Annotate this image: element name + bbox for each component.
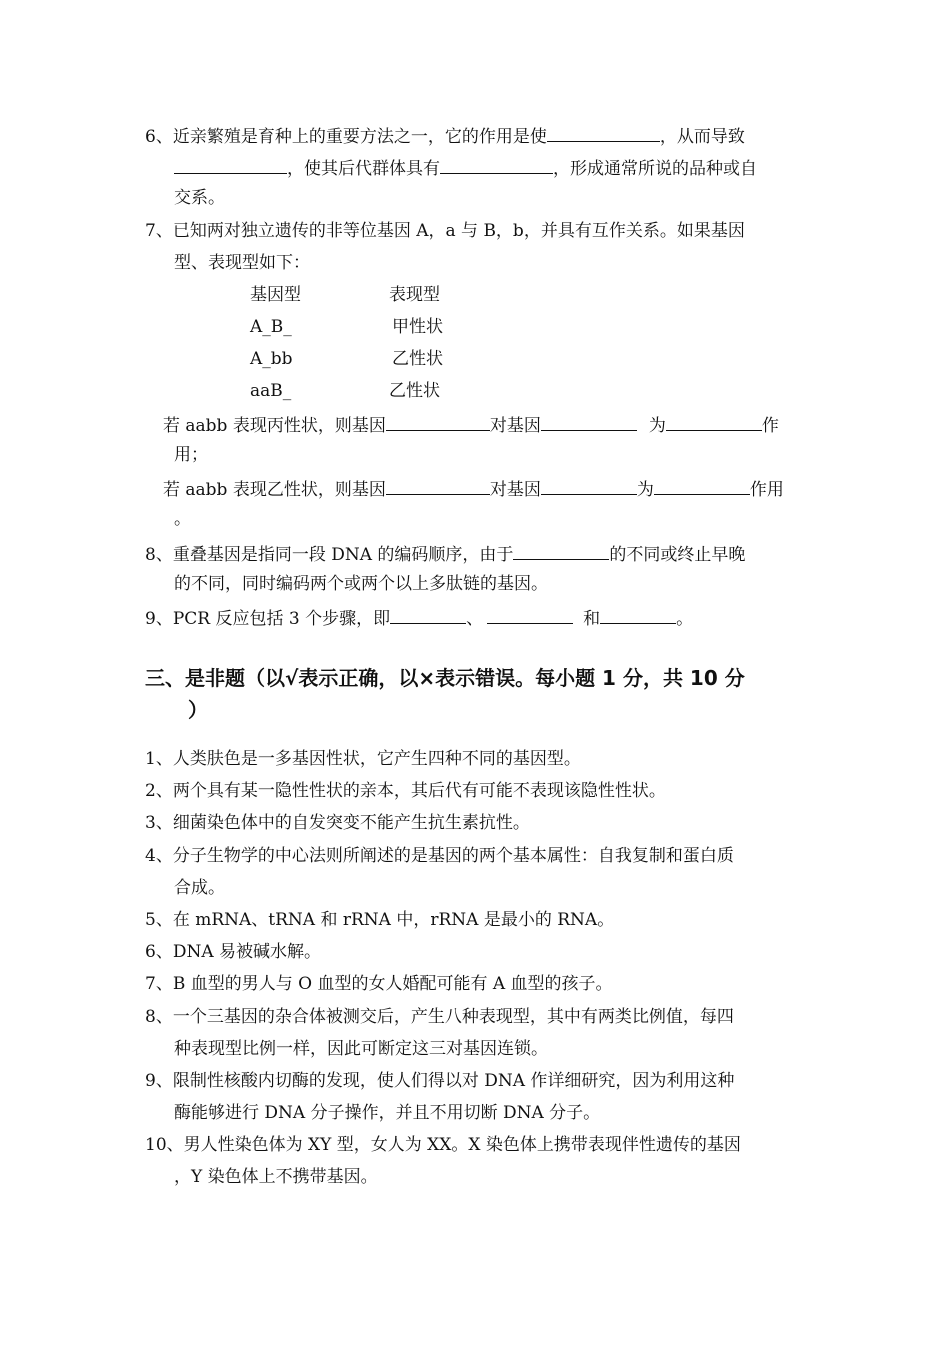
q7-case1-text-d: 作: [761, 416, 779, 436]
tf-item-9: 9、限制性核酸内切酶的发现，使人们得以对 DNA 作详细研究，因为利用这种: [145, 1071, 735, 1091]
q9-text-d: 。: [676, 609, 694, 629]
q7-case2-line: [163, 476, 813, 501]
q7-case2-line2: 。: [174, 509, 191, 529]
q7-table-genotype: A_bb: [250, 349, 293, 369]
q7-case1-line: [163, 412, 813, 437]
q9-blank-3[interactable]: [600, 605, 676, 624]
q7-table-phenotype: 乙性状: [392, 349, 443, 369]
q6-blank-3[interactable]: [440, 155, 553, 174]
tf-item-4: 4、分子生物学的中心法则所阐述的是基因的两个基本属性：自我复制和蛋白质: [145, 846, 734, 866]
q7-table-genotype: aaB_: [250, 381, 292, 401]
tf-item-8-cont: 种表现型比例一样，因此可断定这三对基因连锁。: [174, 1039, 548, 1059]
tf-item-9-cont: 酶能够进行 DNA 分子操作，并且不用切断 DNA 分子。: [174, 1103, 601, 1123]
q6-line2: [145, 155, 810, 180]
q6-text-1: 6、近亲繁殖是育种上的重要方法之一，它的作用是使: [145, 127, 547, 147]
q9-blank-1[interactable]: [390, 605, 466, 624]
q8-line1: [145, 541, 810, 566]
q9-text-a: 9、PCR 反应包括 3 个步骤，即: [145, 609, 391, 629]
q7-case1-blank-3[interactable]: [666, 412, 762, 431]
q6-text-3: ，使其后代群体具有: [287, 159, 440, 179]
q7-case2-blank-1[interactable]: [386, 476, 490, 495]
q7-table-header-genotype: 基因型: [250, 285, 301, 305]
q7-case2-blank-3[interactable]: [654, 476, 750, 495]
q6-text-4: ，形成通常所说的品种或自: [553, 159, 757, 179]
tf-item-1: 1、人类肤色是一多基因性状，它产生四种不同的基因型。: [145, 749, 581, 769]
q7-case1-line2: 用；: [174, 445, 208, 465]
q7-case2-text-c: 为: [636, 480, 654, 500]
q9-text-c: 和: [583, 609, 601, 629]
q9-line: [145, 605, 810, 630]
q8-line2: 的不同，同时编码两个或两个以上多肽链的基因。: [174, 574, 548, 594]
q6-line3: 交系。: [174, 188, 225, 208]
q7-case2-text-d: 作用: [749, 480, 784, 500]
section3-heading: 三、是非题（以√表示正确，以×表示错误。每小题 1 分，共 10 分: [145, 666, 745, 690]
q7-table-header-phenotype: 表现型: [389, 285, 440, 305]
q7-table-genotype: A_B_: [250, 317, 292, 337]
q9-blank-2[interactable]: [487, 605, 573, 624]
q7-case1-blank-1[interactable]: [386, 412, 490, 431]
q7-case1-text-b: 对基因: [489, 416, 541, 436]
q6-line1: [145, 123, 810, 148]
q6-blank-1[interactable]: [547, 123, 660, 142]
q7-case1-text-c: 为: [648, 416, 666, 436]
tf-item-5: 5、在 mRNA、tRNA 和 rRNA 中，rRNA 是最小的 RNA。: [145, 910, 615, 930]
q7-line2: 型、表现型如下：: [174, 253, 310, 273]
tf-item-4-cont: 合成。: [174, 878, 225, 898]
tf-item-8: 8、一个三基因的杂合体被测交后，产生八种表现型，其中有两类比例值，每四: [145, 1007, 734, 1027]
q7-case1-text-a: 若 aabb 表现丙性状，则基因: [163, 416, 386, 436]
tf-item-2: 2、两个具有某一隐性性状的亲本，其后代有可能不表现该隐性性状。: [145, 781, 666, 801]
q8-text-b: 的不同或终止早晚: [609, 545, 746, 565]
q8-blank-1[interactable]: [513, 541, 609, 560]
q6-blank-2[interactable]: [174, 155, 287, 174]
section3-heading-cont: ）: [188, 698, 208, 722]
tf-item-10: 10、男人性染色体为 XY 型，女人为 XX。X 染色体上携带表现伴性遗传的基因: [145, 1135, 741, 1155]
q7-case2-text-a: 若 aabb 表现乙性状，则基因: [163, 480, 386, 500]
q8-text-a: 8、重叠基因是指同一段 DNA 的编码顺序，由于: [145, 545, 514, 565]
tf-item-3: 3、细菌染色体中的自发突变不能产生抗生素抗性。: [145, 813, 530, 833]
q7-table-phenotype: 甲性状: [392, 317, 443, 337]
q7-case2-text-b: 对基因: [489, 480, 541, 500]
q7-table-phenotype: 乙性状: [389, 381, 440, 401]
q6-text-2: ，从而导致: [659, 127, 745, 147]
q7-case2-blank-2[interactable]: [541, 476, 637, 495]
q7-case1-blank-2[interactable]: [541, 412, 637, 431]
q7-line1: 7、已知两对独立遗传的非等位基因 A，a 与 B，b，并具有互作关系。如果基因: [145, 221, 745, 241]
q9-text-b: 、: [466, 609, 484, 629]
tf-item-6: 6、DNA 易被碱水解。: [145, 942, 322, 962]
tf-item-7: 7、B 血型的男人与 O 血型的女人婚配可能有 A 血型的孩子。: [145, 974, 613, 994]
tf-item-10-cont: ，Y 染色体上不携带基因。: [174, 1167, 378, 1187]
